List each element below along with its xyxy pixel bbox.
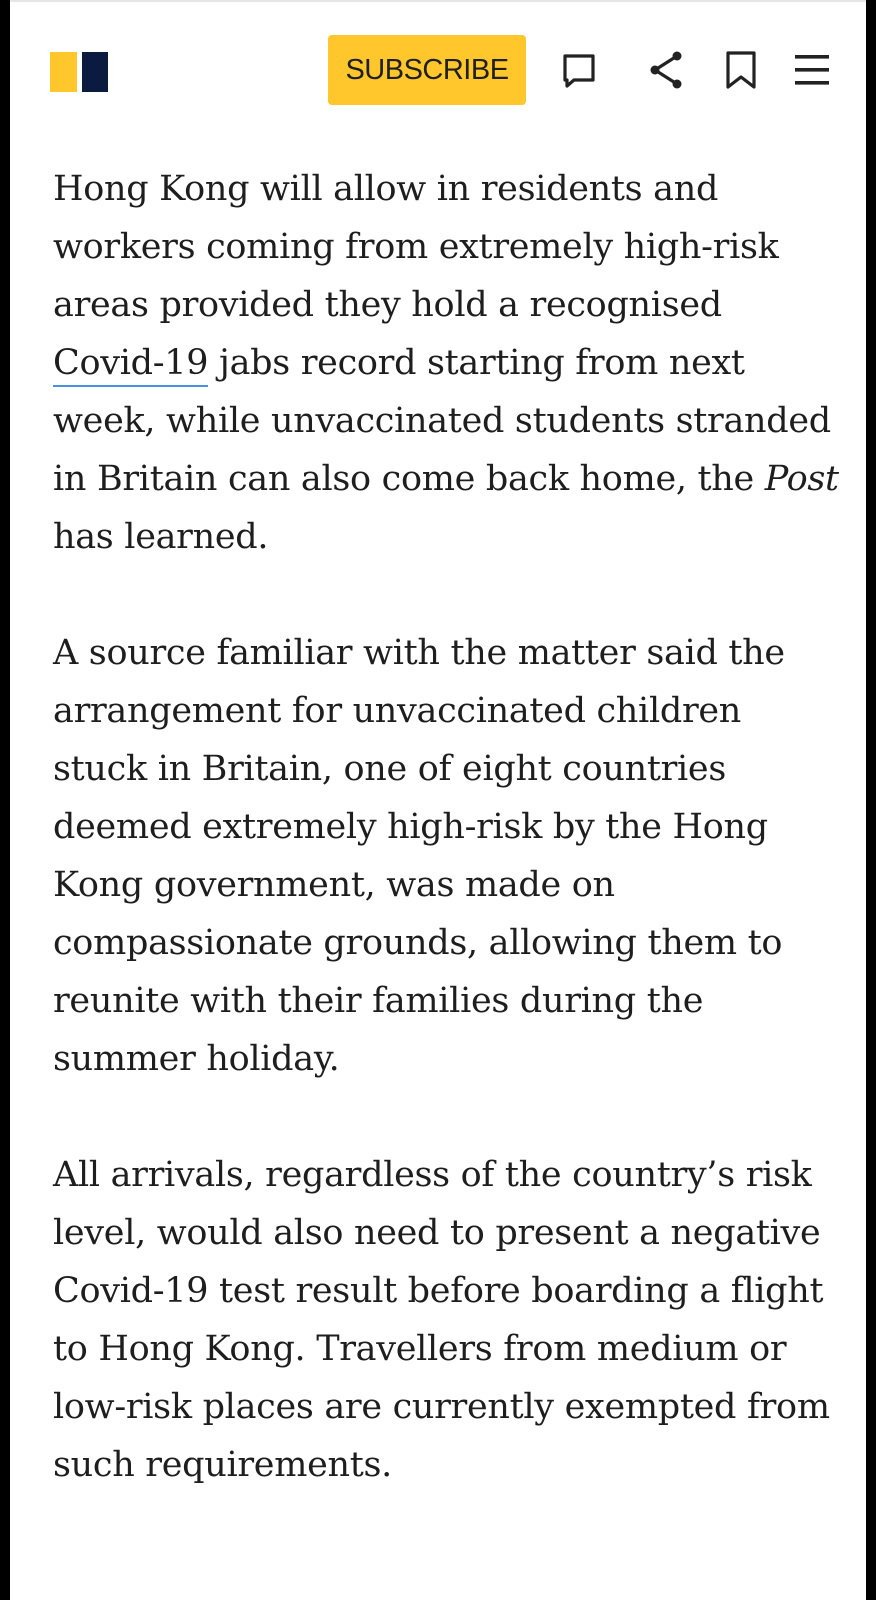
publication-name: Post: [764, 459, 839, 499]
menu-icon[interactable]: [790, 48, 834, 92]
share-icon[interactable]: [644, 48, 688, 92]
article-paragraph-2: A source familiar with the matter said the arrangement for unvaccinated children stuck in Britain, one of eight countries deemed extremely high-risk by the Hong Kong government, was made on compassionate grounds, allowing them to reunite with their families during the summer holiday.: [53, 633, 785, 1079]
phone-screen: [10, 0, 866, 1600]
article-paragraph-1: [53, 160, 843, 566]
logo-yellow-bar: [50, 52, 77, 92]
logo-navy-bar: [82, 52, 108, 92]
covid-19-topic-link[interactable]: Covid-19: [53, 343, 208, 387]
article-paragraph-3: All arrivals, regardless of the country’s risk level, would also need to present a negative Covid-19 test result before boarding a flight to Hong Kong. Travellers from medium or low-risk places are currently exempted from such requirements.: [53, 1155, 830, 1485]
p1-text-end: has learned.: [53, 517, 269, 557]
article-body: [53, 160, 843, 1552]
scmp-logo-icon[interactable]: [50, 52, 108, 92]
p1-text-start: Hong Kong will allow in residents and workers coming from extremely high-risk areas provided they hold a recognised: [53, 169, 779, 325]
comment-icon[interactable]: [557, 48, 601, 92]
bookmark-icon[interactable]: [719, 48, 763, 92]
p1-text-middle: jabs record starting from next week, while unvaccinated students stranded in Britain can also come back home, the: [53, 343, 831, 499]
top-bar: [10, 2, 866, 142]
subscribe-button[interactable]: SUBSCRIBE: [328, 35, 526, 105]
